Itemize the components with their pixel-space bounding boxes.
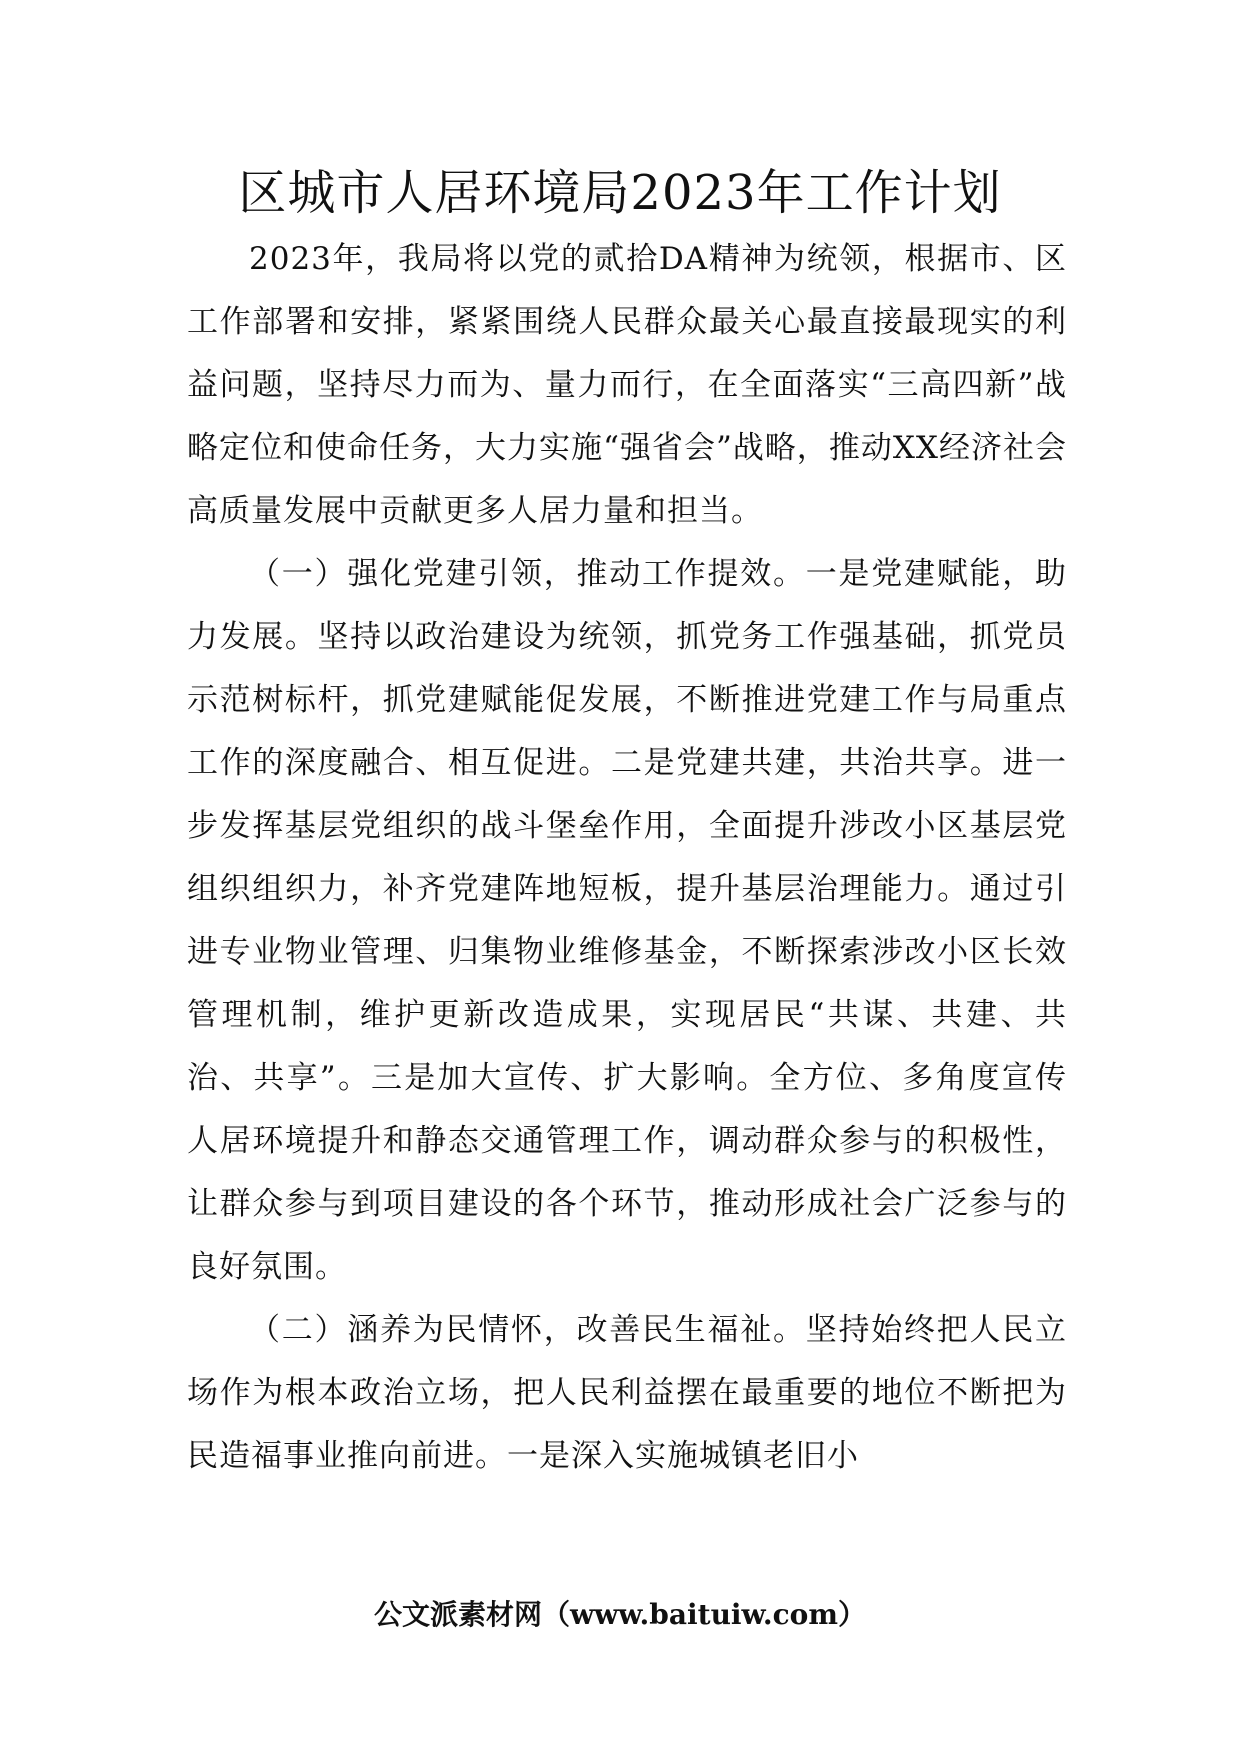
paragraph-section-2: （二）涵养为民情怀，改善民生福祉。坚持始终把人民立场作为根本政治立场，把人民利益摆在最重要的地位不断把为民造福事业推向前进。一是深入实施城镇老旧小 bbox=[187, 1312, 1067, 1474]
paragraph-intro: 2023年，我局将以党的贰拾DA精神为统领，根据市、区工作部署和安排，紧紧围绕人民群众最关心最直接最现实的利益问题，坚持尽力而为、量力而行，在全面落实“三高四新”战略定位和使命任务，大力实施“强省会”战略，推动XX经济社会高质量发展中贡献更多人居力量和担当。 bbox=[187, 241, 1067, 529]
paragraph-section-1: （一）强化党建引领，推动工作提效。一是党建赋能，助力发展。坚持以政治建设为统领，抓党务工作强基础，抓党员示范树标杆，抓党建赋能促发展，不断推进党建工作与局重点工作的深度融合、相互促进。二是党建共建，共治共享。进一步发挥基层党组织的战斗堡垒作用，全面提升涉改小区基层党组织组织力，补齐党建阵地短板，提升基层治理能力。通过引进专业物业管理、归集物业维修基金，不断探索涉改小区长效管理机制，维护更新改造成果，实现居民“共谋、共建、共治、共享”。三是加大宣传、扩大影响。全方位、多角度宣传人居环境提升和静态交通管理工作，调动群众参与的积极性，让群众参与到项目建设的各个环节，推动形成社会广泛参与的良好氛围。 bbox=[187, 556, 1067, 1285]
document-title: 区城市人居环境局2023年工作计划 bbox=[238, 165, 1002, 221]
document-body bbox=[187, 228, 1067, 1488]
footer-watermark: 公文派素材网（www.baituiw.com） bbox=[374, 1598, 866, 1631]
